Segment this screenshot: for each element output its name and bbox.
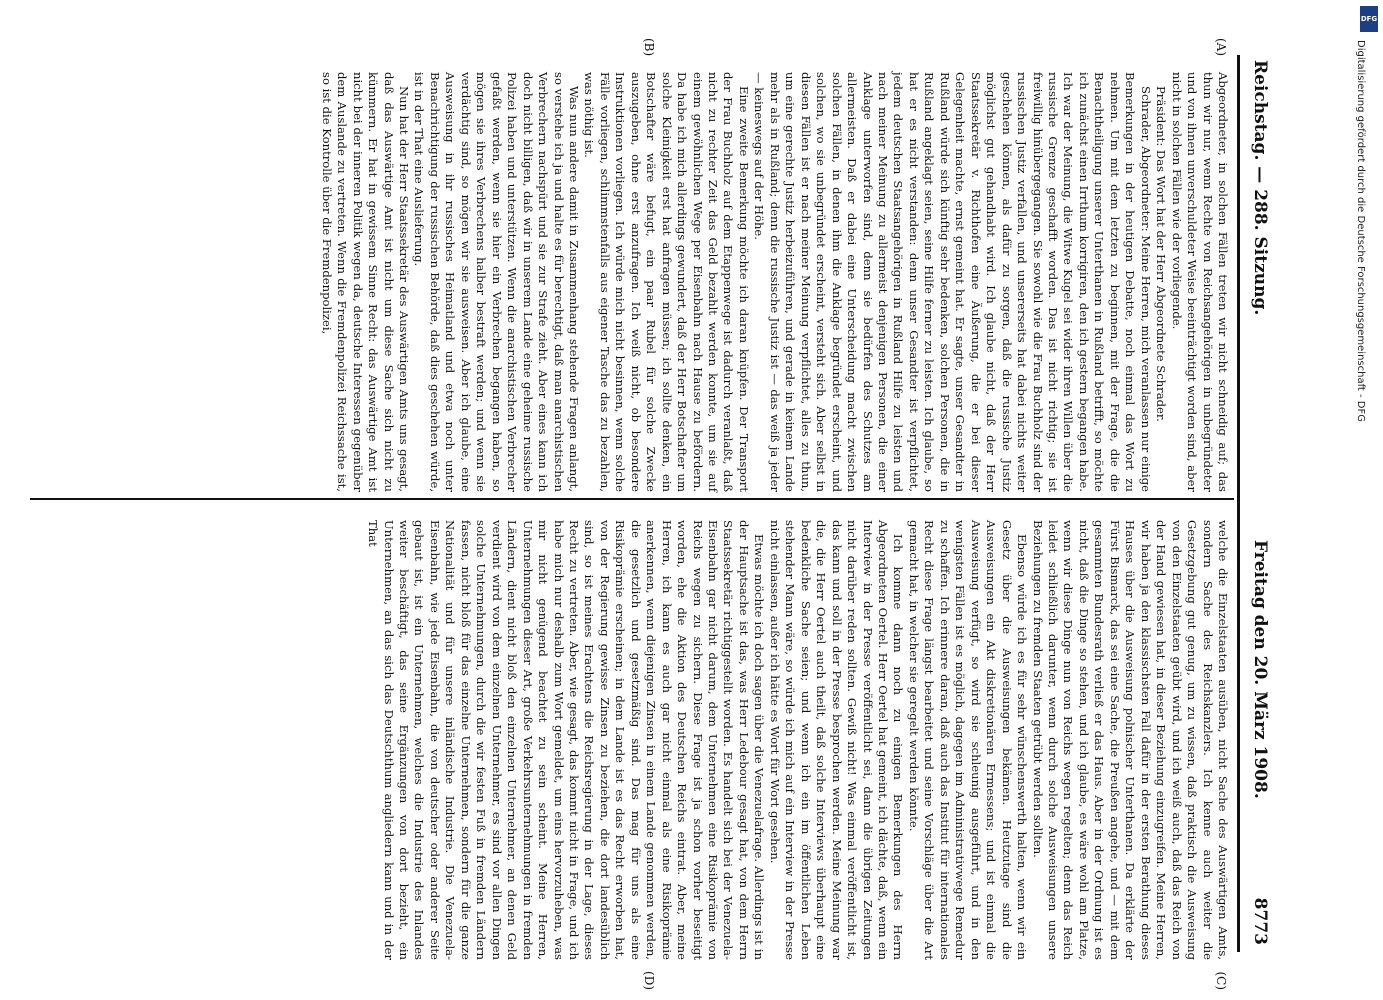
column-divider <box>30 498 1234 500</box>
text-column-left <box>318 72 1230 492</box>
paragraph: Was nun andere damit in Zusammenhang stehende Fragen anlangt, so verstehe ich ja und halte es für berechtigt, daß man anarchistischen Verbrechern nachspürt und sie zur Strafe zieht. Aber eines kann ich doch nicht billigen, daß wir in unserem Lande eine geheime russische Polizei haben und unterstützen. Wenn die anarchistischen Verbrecher gefaßt werden, wenn sie hier ein Verbrechen begangen haben, so mögen sie ihres Verbrechens halber bestraft werden; und wenn sie verdächtig sind, so mögen wir sie ausweisen. Aber ich glaube, eine Ausweisung in ihr russisches Heimatland und etwa noch unter Benachrichtigung der russischen Behörde, daß dies geschehen würde, ist in der That eine Auslieferung. <box>412 72 581 492</box>
paragraph: Präsident: Das Wort hat der Herr Abgeordnete Schrader. <box>1154 86 1169 422</box>
paragraph: Nun hat der Herr Staatssekretär des Auswärtigen Amts uns gesagt, daß das Auswärtige Amt ist nicht um diese Sache sich nicht zu kümmern. Er hat in gewissem Sinne Recht: das Auswärtige Amt ist nicht bei der inneren Politik wegen da, deutsche Interessen gegenüber dem Auslande zu vertreten. Wenn die Fremdenpolizei Reichssache ist, so ist die Kontrolle über die Fremdenpolizei, <box>319 72 411 492</box>
margin-mark-b: (B) <box>642 38 656 57</box>
dfg-logo: DFG <box>1360 6 1378 32</box>
paragraph: Schrader, Abgeordneter: Meine Herren, mich veranlassen nur einige Bemerkungen in der heutigen Debatte, noch einmal das Wort zu nehmen. Um mit dem letzten zu beginnen, mit der Frage, die die Benachtheiligung unserer Unterthanen in Rußland betrifft, so möchte ich zunächst einen Irrthum korrigiren, den ich gestern begangen habe. Ich war der Meinung, die Witwe Kugel sei wider ihren Willen über die russische Grenze geschafft worden. Das ist nicht richtig; sie ist freiwillig hinübergegangen. Sie sowohl wie die Frau Buchholz sind der russischen Justiz verfallen, und unsererseits hat dabei nichts weiter geschehen können, als dafür zu sorgen, daß die russische Justiz möglichst gut gehandhabt wird. Ich glaube nicht, daß der Herr Staatssekretär v. Richthofen eine Äußerung, die er bei dieser Gelegenheit machte, ernst gemeint hat. Er sagte, unser Gesandter in Rußland würde sich künftig sehr bedenken, solchen Personen, die in Rußland angeklagt seien, seine Hilfe ferner zu leisten. Ich glaube, so hat er es nicht verstanden: denn unser Gesandter ist verpflichtet, jedem deutschen Staatsangehörigen in Rußland Hilfe zu leisten und nach meiner Meinung zu allermeist denjenigen Personen, die einer Anklage unterworfen sind, denn sie bedürfen des Schutzes am allermeisten. Daß er dabei eine Unterscheidung macht zwischen solchen Fällen, in denen ihm die Anklage begründet erscheint, und solchen, wo sie unbegründet erscheint, versteht sich. Aber selbst in diesen Fällen ist er nach meiner Meinung verpflichtet, alles zu thun, um eine gerechte Justiz herbeizuführen, und gerade in keinem Lande mehr als in Rußland; denn die russische Justiz ist — das weiß ja jeder — keineswegs auf der Höhe. <box>752 72 1153 492</box>
paragraph: Etwas möchte ich doch sagen über die Venezuelafrage. Allerdings ist in der Hauptsache ist das, was Herr Ledebour gesagt hat, von dem Herrn Staatssekretär richtiggestellt worden. Es handelt sich bei der Venezuela-Eisenbahn gar nicht darum, dem Unternehmen eine Risikoprämie von Reichs wegen zu sichern. Diese Frage ist ja schon vorher beseitigt worden, ehe die Aktion des Deutschen Reichs eintrat. Aber, meine Herren, ich kann es auch gar nicht einmal als eine Risikoprämie anerkennen, wenn diejenigen Zinsen in einem Lande genommen werden, die gesetzlich und gesetzmäßig sind. Das mag für uns als eine Risikoprämie erscheinen; in dem Lande ist es das Recht erworben hat, von der Regierung gewisse Zinsen zu beziehen, die dort landesüblich sind, so ist meines Erachtens die Reichsregierung in der Lage, dieses Recht zu vertreten. Aber, wie gesagt, das kommt nicht in Frage, und ich habe mich nur deshalb zum Wort gemeldet, um eins hervorzuheben, was mir nicht genügend beachtet zu sein scheint. Meine Herren, Unternehmungen dieser Art, große Verkehrsunternehmungen in fremden Ländern, dient nicht bloß den einzelnen Unternehmer, an denen Geld verdient wird von dem einzelnen Unternehmer, es sind vor allen Dingen solche Unternehmungen, durch die wir festen Fuß in fremden Ländern fassen, nicht bloß für das einzelne Unternehmen, sondern für die ganze Nationalität und für unsere inländische Industrie. Die Venezuela-Eisenbahn, wie jede Eisenbahn, die von deutscher oder anderer Seite gebaut ist, ist ein Unternehmen, welches die Industrie des Inlandes weiter beschäftigt, das seine Ergänzungen von dort bezieht, ein Unternehmen, an das sich das Deutschthum angliedern kann und in der That <box>366 520 767 960</box>
margin-mark-c: (C) <box>1214 971 1228 990</box>
paragraph: Ebenso würde ich es für sehr wünschenswerth halten, wenn wir ein Gesetz über die Ausweisungen bekämen. Heutzutage sind die Ausweisungen ein Akt diskretionären Ermessens; und ist einmal die Ausweisung verfügt, so wird sie schleunig ausgeführt, und in den wenigsten Fällen ist es möglich, dagegen im Administrativwege Remedur zu schaffen. Ich erinnere daran, daß auch das Institut für internationales Recht diese Frage längst bearbeitet und seine Vorschläge über die Art gemacht hat, in welcher sie geregelt werden könnte. <box>906 520 1030 960</box>
paragraph: welche die Einzelstaaten ausüben, nicht Sache des Auswärtigen Amts, sondern Sache des Reichskanzlers. Ich kenne auch weiter die Gesetzgebung gut genug, um zu wissen, daß praktisch die Ausweisung von den Einzelstaaten geübt wird, und ich weiß auch, daß das Reich von der Hand gewiesen hat, in dieser Beziehung einzugreifen. Meine Herren, wir haben ja den klassischsten Fall dafür in der ersten Berathung dieses Hauses über die Ausweisung polnischer Unterthanen. Da erklärte der Fürst Bismarck, das sei eine Sache, die Preußen angehe, und — mit dem gesammten Bundesrath verließ er das Haus. Aber in der Ordnung ist es nicht, daß die Dinge so stehen, und ich glaube, es wäre wohl am Platze, wenn wir diese Dinge nun von Reichs wegen regelten; denn das Reich leidet schließlich darunter, wenn durch solche Ausweisungen unsere Beziehungen zu fremden Staaten getrübt werden sollten. <box>1030 520 1230 960</box>
running-header-left: Reichstag. — 288. Sitzung. <box>1250 60 1270 316</box>
margin-mark-d: (D) <box>642 971 656 990</box>
page-number: 8773 <box>1250 897 1270 945</box>
margin-mark-a: (A) <box>1214 38 1228 57</box>
paragraph: Eine zweite Bemerkung möchte ich daran knüpfen. Der Transport der Frau Buchholz auf dem Etappenwege ist dadurch veranlaßt, daß nicht zu rechter Zeit das Geld bezahlt werden konnte, um sie auf einem gewöhnlichen Wege per Eisenbahn nach Hause zu befördern. Da habe ich mich allerdings gewundert, daß der Herr Botschafter um solche Kleinigkeit erst hat anfragen müssen; ich sollte denken, ein Botschafter wäre befugt, ein paar Rubel für solche Zwecke auszugeben, ohne erst anzufragen. Ich weiß nicht, ob besondere Instruktionen vorliegen. Ich würde mich nicht besinnen, wenn solche Fälle vorliegen, schlimmstenfalls aus eigener Tasche das zu bezahlen, was nöthig ist. <box>582 72 751 492</box>
paragraph: Ich komme dann noch zu einigen Bemerkungen des Herrn Abgeordneten Oertel. Herr Oertel hat gemeint, ich dächte, daß, wenn ein Interview in der Presse veröffentlicht sei, dann die übrigen Zeitungen nicht darüber reden sollten. Gewiß nicht! Was einmal veröffentlicht ist, das kann und soll in der Presse besprochen werden. Meine Meinung war die, die Herr Oertel auch theilt, daß solche Interviews überhaupt eine bedenkliche Sache seien; und wenn ich ein im öffentlichen Leben stehender Mann wäre, so würde ich mich auf ein Interview in der Presse nicht einlassen, außer ich hätte es Wort für Wort gesehen. <box>767 520 906 960</box>
digitization-note: Digitalisierung gefördert durch die Deutsche Forschungsgemeinschaft - DFG <box>1355 40 1366 423</box>
paragraph: Abgeordneter, in solchen Fällen treten wir nicht schneidig auf; das thun wir nur, wenn Rechte von Reichsangehörigen in unbegründeter und von ihnen unverschuldeter Weise beeinträchtigt worden sind, aber nicht in solchen Fällen wie der vorliegende. <box>1169 72 1230 492</box>
running-header-date: Freitag den 20. März 1908. <box>1250 540 1270 799</box>
header-rule <box>1237 55 1240 952</box>
text-column-right <box>365 520 1230 960</box>
